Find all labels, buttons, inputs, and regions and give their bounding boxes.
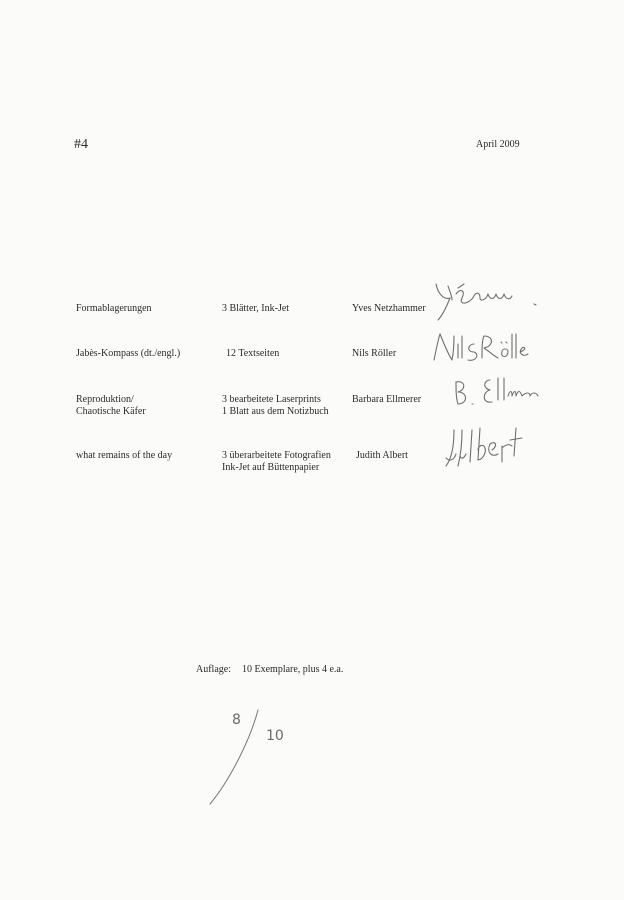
entry-title (76, 348, 180, 360)
signature-roeller (430, 330, 530, 366)
entry-author: Yves Netzhammer (352, 303, 426, 314)
entry-material (222, 450, 362, 474)
entry-title-line: what remains of the day (76, 450, 173, 461)
issue-number: #4 (74, 137, 88, 152)
entry-material-line: 12 Textseiten (226, 348, 280, 359)
entry-material (226, 348, 279, 360)
entry-author: Judith Albert (356, 450, 408, 461)
entry-material-line: 3 überarbeitete Fotografien (222, 450, 331, 461)
entry-title-line: Chaotische Käfer (76, 406, 146, 417)
entry-material-line: 3 bearbeitete Laserprints (222, 394, 321, 405)
entry-title (76, 303, 152, 315)
issue-date: April 2009 (476, 139, 520, 150)
edition-value: 10 Exemplare, plus 4 e.a. (242, 664, 344, 675)
entry-title-line: Reproduktion/ (76, 394, 134, 405)
entry-author: Barbara Ellmerer (352, 394, 422, 405)
entry-material-line: 1 Blatt aus dem Notizbuch (222, 406, 329, 417)
signature-ellmerer (446, 374, 550, 410)
copy-number: 8 (232, 712, 241, 728)
entry-material (222, 394, 362, 418)
entry-title-line: Jabès-Kompass (dt./engl.) (76, 348, 181, 359)
copy-total: 10 (266, 728, 284, 744)
entry-material (222, 303, 289, 315)
signature-netzhammer (430, 278, 550, 322)
edition-label: Auflage: (196, 664, 231, 675)
entry-material-line: 3 Blätter, Ink-Jet (222, 303, 290, 314)
entry-title (76, 450, 172, 462)
copy-numbering-stroke (200, 700, 310, 810)
entry-author: Nils Röller (352, 348, 397, 359)
entry-title-line: Formablagerungen (76, 303, 152, 314)
signature-albert (440, 424, 530, 472)
entry-title (76, 394, 216, 418)
entry-material-line: Ink-Jet auf Büttenpapier (222, 462, 320, 473)
